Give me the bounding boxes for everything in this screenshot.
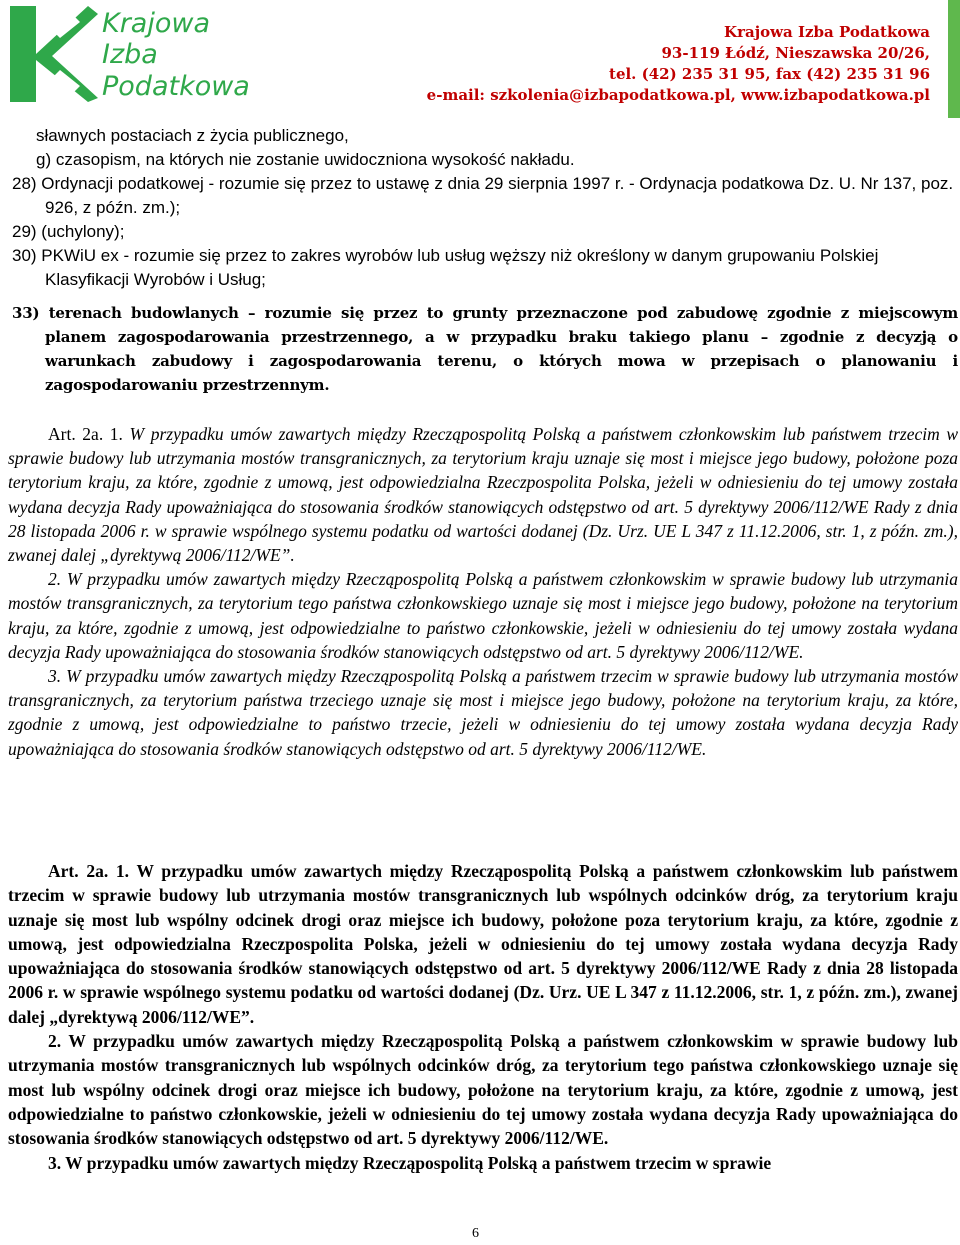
corner-accent-bar (948, 0, 960, 118)
article-2a-old (8, 422, 958, 761)
kip-logo (8, 4, 288, 104)
article-paragraph: 2. W przypadku umów zawartych między Rzecząpospolitą Polską a państwem członkowskim w sprawie budowy lub utrzymania mostów transgranicznych, za terytorium tego państwa członkowskiego uznaje się most i miejsce jego budowy, położone na terytorium kraju, za które, zgodnie z umową, jest odpowiedzialne to państwo członkowskie, jeżeli w odniesieniu do tej umowy została wydana decyzja Rady upoważniająca do stosowania środków stanowiących odstępstwo od art. 5 dyrektywy 2006/112/WE. (8, 569, 958, 662)
article-paragraph: Art. 2a. 1. W przypadku umów zawartych między Rzecząpospolitą Polską a państwem członkowskim lub państwem trzecim w sprawie budowy lub utrzymania mostów transgranicznych lub wspólnych odcinków dróg, za terytorium kraju uznaje się most lub wspólny odcinek drogi oraz miejsce ich budowy, położone poza terytorium kraju, za które, zgodnie z umową, jest odpowiedzialna Rzeczpospolita Polska, jeżeli w odniesieniu do tej umowy została wydana decyzja Rady upoważniająca do stosowania środków stanowiących odstępstwo od art. 5 dyrektywy 2006/112/WE Rady z dnia 28 listopada 2006 r. w sprawie wspólnego systemu podatku od wartości dodanej (Dz. Urz. UE L 347 z 11.12.2006, str. 1, z późn. zm.), zwanej dalej „dyrektywą 2006/112/WE”. (8, 861, 958, 1027)
logo-text-line: Krajowa (102, 8, 210, 39)
article-label: Art. 2a. 1. (48, 424, 123, 444)
article-paragraph: 2. W przypadku umów zawartych między Rzecząpospolitą Polską a państwem członkowskim w sprawie budowy lub utrzymania mostów transgranicznych lub wspólnych odcinków dróg, za terytorium tego państwa członkowskiego uznaje się most lub wspólny odcinek drogi oraz miejsce ich budowy, położone na terytorium kraju, za które, zgodnie z umową, jest odpowiedzialne to państwo członkowskie, jeżeli w odniesieniu do tej umowy została wydana decyzja Rady upoważniająca do stosowania środków stanowiących odstępstwo od art. 5 dyrektywy 2006/112/WE. (8, 1031, 958, 1149)
list-item: 29) (uchylony); (12, 222, 125, 241)
org-address: 93-119 Łódź, Nieszawska 20/26, (661, 44, 930, 62)
article-text: W przypadku umów zawartych między Rzecząpospolitą Polską a państwem członkowskim lub państwem trzecim w sprawie budowy lub utrzymania mostów transgranicznych, za terytorium kraju uznaje się most i miejsce jego budowy, położone poza terytorium kraju, za które, zgodnie z umową, jest odpowiedzialna Rzeczpospolita Polska, jeżeli w odniesieniu do tej umowy została wydana decyzja Rady upoważniająca do stosowania środków stanowiących odstępstwo od art. 5 dyrektywy 2006/112/WE Rady z dnia 28 listopada 2006 r. w sprawie wspólnego systemu podatku od wartości dodanej (Dz. Urz. UE L 347 z 11.12.2006, str. 1, z późn. zm.), zwanej dalej „dyrektywą 2006/112/WE”. (8, 424, 958, 566)
list-item: 33) terenach budowlanych – rozumie się przez to grunty przeznaczone pod zabudowę zgodnie z miejscowym planem zagospodarowania przestrzennego, a w przypadku braku takiego planu – zgodnie z decyzją o warunkach zabudowy i zagospodarowania terenu, o których mowa w przepisach o planowaniu i zagospodarowaniu przestrzennym. (12, 304, 958, 394)
article-paragraph (8, 422, 958, 567)
list-item: 30) PKWiU ex - rozumie się przez to zakres wyrobów lub usług węższy niż określony w danym grupowaniu Polskiej Klasyfikacji Wyrobów i Usług; (12, 246, 879, 289)
org-phone: tel. (42) 235 31 95, fax (42) 235 31 96 (609, 65, 930, 83)
definitions-list (12, 124, 958, 292)
page-number: 6 (472, 1226, 479, 1241)
org-email-web[interactable]: e-mail: szkolenia@izbapodatkowa.pl, www.izbapodatkowa.pl (426, 86, 930, 104)
article-paragraph: 3. W przypadku umów zawartych między Rzecząpospolitą Polską a państwem trzecim w sprawie (48, 1152, 772, 1173)
logo-k-icon (8, 4, 100, 104)
logo-text-line: Podatkowa (102, 71, 250, 102)
org-name: Krajowa Izba Podatkowa (724, 23, 930, 41)
article-2a-new (8, 859, 958, 1175)
article-paragraph: 3. W przypadku umów zawartych między Rzecząpospolitą Polską a państwem trzecim w sprawie budowy lub utrzymania mostów transgranicznych, za terytorium państwa trzeciego uznaje się most i miejsce jego budowy, położone na terytorium kraju, za które, zgodnie z umową, jest odpowiedzialne to państwo trzecie, jeżeli w odniesieniu do tej umowy została wydana decyzja Rady upoważniająca do stosowania środków stanowiących odstępstwo od art. 5 dyrektywy 2006/112/WE. (8, 666, 958, 759)
definition-33 (12, 301, 958, 397)
logo-text-line: Izba (102, 39, 158, 70)
list-item: 28) Ordynacji podatkowej - rozumie się przez to ustawę z dnia 29 sierpnia 1997 r. - Ordynacja podatkowa Dz. U. Nr 137, poz. 926, z późn. zm.); (12, 174, 954, 217)
list-item: sławnych postaciach z życia publicznego, (36, 126, 349, 145)
contact-info (427, 22, 930, 106)
page-header (0, 0, 960, 110)
list-item: g) czasopism, na których nie zostanie uwidoczniona wysokość nakładu. (36, 150, 575, 169)
